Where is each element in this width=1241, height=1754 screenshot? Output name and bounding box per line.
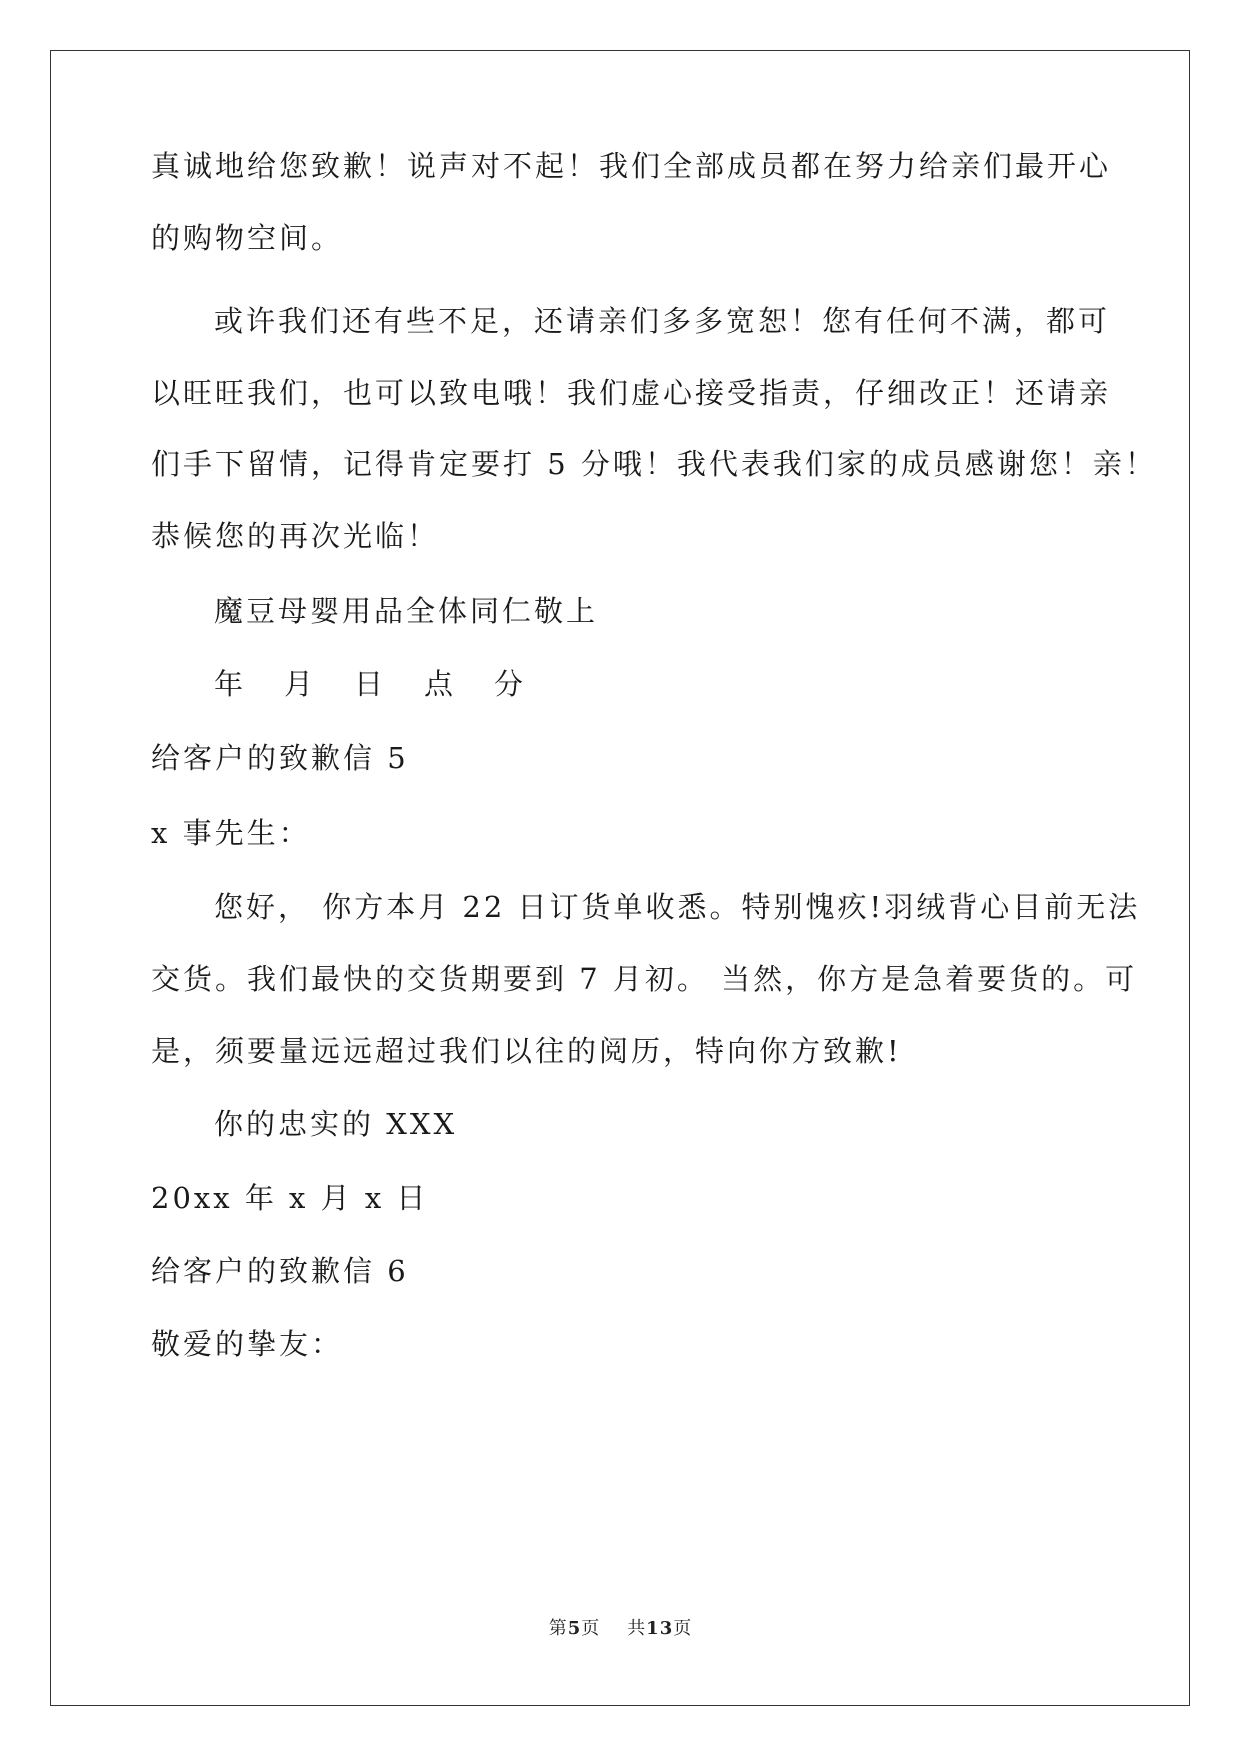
current-page-number: 5 (567, 1618, 582, 1639)
footer-total-prefix: 共 (627, 1618, 647, 1639)
section-heading: 给客户的致歉信 5 (151, 741, 409, 775)
paragraph-line: 交货。我们最快的交货期要到 7 月初。 当然，你方是急着要货的。可 (151, 962, 1138, 996)
paragraph-line: 恭候您的再次光临！ (151, 519, 440, 553)
paragraph-line: 的购物空间。 (151, 221, 344, 255)
paragraph-line: 们手下留情，记得肯定要打 5 分哦！我代表我们家的成员感谢您！亲！ (151, 447, 1157, 481)
date-word: 年 (214, 667, 247, 701)
footer-prefix: 第 (548, 1618, 568, 1639)
page-footer (0, 1614, 1241, 1640)
date-word: 点 (424, 667, 457, 701)
paragraph-line: 或许我们还有些不足，还请亲们多多宽恕！您有任何不满，都可 (214, 304, 1111, 338)
paragraph-line: 是，须要量远远超过我们以往的阅历，特向你方致歉! (151, 1034, 902, 1068)
paragraph-line: 真诚地给您致歉！说声对不起！我们全部成员都在努力给亲们最开心 (151, 149, 1112, 183)
total-page-count: 13 (646, 1618, 674, 1639)
date-word: 日 (354, 667, 387, 701)
salutation: 敬爱的挚友： (151, 1327, 344, 1361)
footer-page-suffix: 页 (581, 1618, 601, 1639)
signature-line: 你的忠实的 XXX (214, 1107, 458, 1141)
date-word: 月 (284, 667, 317, 701)
paragraph-line: 您好， 你方本月 22 日订货单收悉。特别愧疚!羽绒背心目前无法 (214, 890, 1141, 924)
footer-total-suffix: 页 (673, 1618, 693, 1639)
date-line (214, 658, 564, 710)
date-word: 分 (494, 667, 527, 701)
salutation: x 事先生： (151, 816, 311, 850)
signature-line: 魔豆母婴用品全体同仁敬上 (214, 594, 599, 628)
section-heading: 给客户的致歉信 6 (151, 1254, 409, 1288)
paragraph-line: 以旺旺我们，也可以致电哦！我们虚心接受指责，仔细改正！还请亲 (151, 376, 1112, 410)
date-line: 20xx 年 x 月 x 日 (151, 1181, 429, 1215)
